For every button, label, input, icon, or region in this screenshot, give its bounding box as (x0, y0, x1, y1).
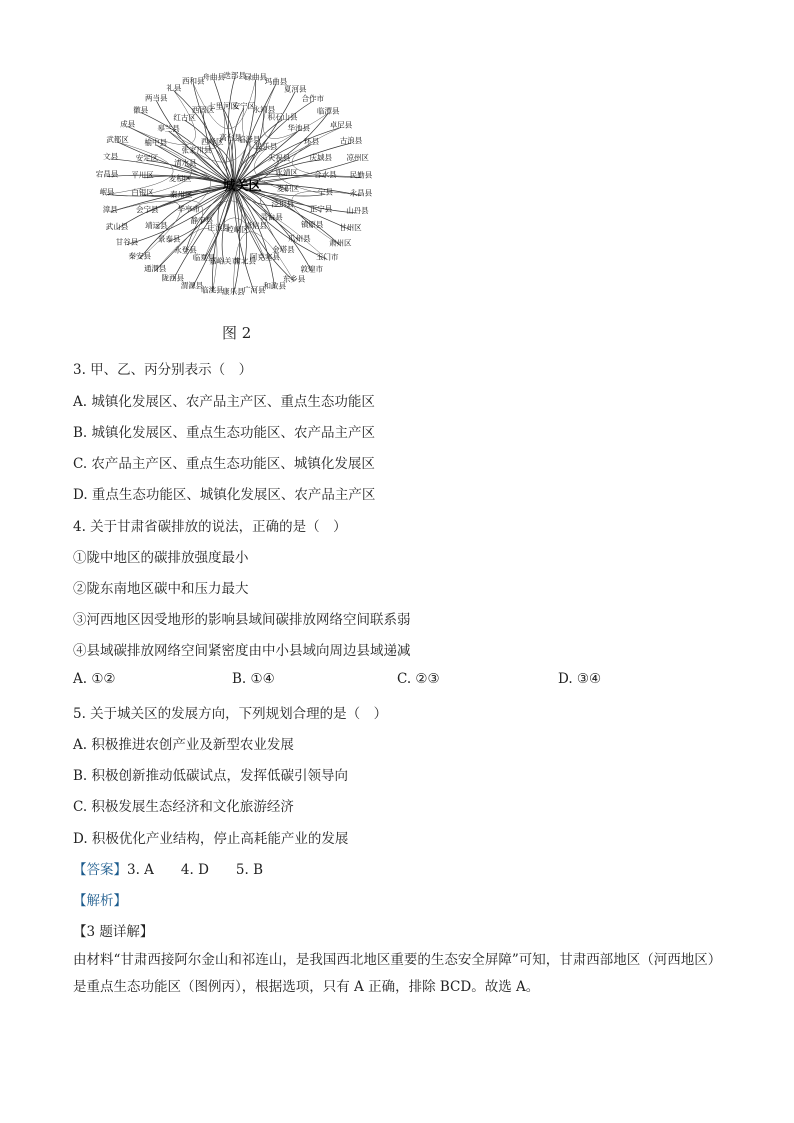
county-label: 通渭县 (143, 263, 167, 273)
q3-option-a: A. 城镇化发展区、农产品主产区、重点生态功能区 (73, 394, 375, 410)
county-label: 景泰县 (158, 234, 181, 244)
county-label: 凉州区 (346, 153, 369, 163)
network-graph (84, 68, 384, 332)
q3-stem: 3. 甲、乙、丙分别表示（ ） (73, 362, 253, 378)
county-label: 肃北县 (233, 256, 257, 266)
network-edge (234, 186, 275, 288)
q4-statement-3: ③河西地区因受地形的影响县域间碳排放网络空间联系弱 (73, 612, 411, 628)
county-label: 肃州区 (329, 238, 352, 248)
county-label: 甘州区 (339, 222, 362, 232)
county-label: 秦安县 (128, 251, 152, 261)
q4-statement-1: ①陇中地区的碳排放强度最小 (73, 550, 249, 566)
county-label: 泾川县 (271, 199, 294, 209)
county-label: 古浪县 (339, 136, 363, 146)
county-label: 碌曲县 (244, 72, 267, 82)
q3-option-b: B. 城镇化发展区、重点生态功能区、农产品主产区 (73, 425, 376, 441)
q3-detail-text: 由材料“甘肃西接阿尔金山和祁连山，是我国西北地区重要的生态安全屏障”可知，甘肃西部地区（河西地区）是重点生态功能区（图例丙），根据选项，只有 A 正确，排除 BCD。故选 A。 (73, 952, 722, 995)
county-label: 安定区 (135, 153, 159, 163)
county-label: 永登县 (174, 245, 197, 255)
county-label: 红古区 (173, 113, 196, 123)
county-label: 两当县 (145, 93, 168, 103)
county-label: 合作市 (301, 94, 325, 104)
county-label: 临潭县 (316, 106, 340, 116)
answer-items: 3. A 4. D 5. B (127, 862, 264, 878)
county-label: 秦州区 (170, 189, 193, 199)
county-label: 岷县 (99, 187, 115, 197)
q4-option-a: A. ①② (73, 671, 116, 687)
county-label: 清水县 (174, 158, 197, 168)
county-label: 甘谷县 (115, 237, 139, 247)
county-label: 陇西县 (161, 273, 185, 283)
q5-option-c: C. 积极发展生态经济和文化旅游经济 (73, 799, 294, 815)
figure-caption: 图 2 (222, 324, 252, 342)
hub-label: 城关区 (222, 179, 262, 194)
q5-option-d: D. 积极优化产业结构，停止高耗能产业的发展 (73, 831, 349, 847)
answer-label: 【答案】 (73, 862, 127, 878)
county-label: 榆中县 (144, 137, 168, 147)
county-label: 临夏县 (192, 252, 216, 262)
county-label: 天祝县 (267, 153, 291, 163)
q4-statement-2: ②陇东南地区碳中和压力最大 (73, 581, 249, 597)
county-label: 嘉峪关市 (209, 256, 240, 266)
county-label: 麦积区 (168, 173, 192, 183)
county-label: 迭部县 (223, 71, 246, 81)
county-label: 华池县 (287, 123, 310, 133)
county-label: 西和县 (182, 76, 205, 86)
county-label: 康乐县 (222, 286, 245, 296)
county-label: 玉门市 (316, 252, 339, 262)
county-label: 广河县 (243, 285, 266, 295)
county-label: 张家川县 (181, 145, 212, 155)
q3-option-c: C. 农产品主产区、重点生态功能区、城镇化发展区 (73, 456, 375, 472)
county-label: 临泽县 (238, 134, 261, 144)
county-label: 东乡县 (282, 274, 306, 284)
county-label: 山丹县 (346, 206, 369, 216)
county-label: 玛曲县 (264, 77, 288, 87)
county-label: 瓜州县 (288, 233, 311, 243)
county-label: 会宁县 (136, 205, 159, 215)
county-label: 白银区 (131, 188, 154, 198)
county-label: 礼县 (166, 83, 182, 93)
county-label: 静宁县 (190, 216, 214, 226)
county-label: 平川区 (131, 170, 154, 180)
county-label: 卓尼县 (329, 120, 353, 130)
county-label: 漳县 (102, 204, 118, 214)
county-label: 文县 (103, 151, 119, 161)
q4-option-d: D. ③④ (558, 671, 602, 687)
county-label: 临洮县 (201, 285, 224, 295)
q5-option-b: B. 积极创新推动低碳试点，发挥低碳引领导向 (73, 768, 349, 784)
county-label: 镇原县 (300, 220, 324, 230)
county-label: 崆峒区 (226, 224, 249, 234)
q4-option-c: C. ②③ (397, 671, 440, 687)
county-label: 永靖区 (275, 168, 298, 178)
county-label: 崇信县 (244, 221, 268, 231)
county-label: 渭源县 (180, 280, 204, 290)
county-label: 武都区 (106, 135, 129, 145)
answer-line (73, 858, 263, 878)
q4-option-b: B. ①④ (232, 671, 275, 687)
county-label: 成县 (120, 119, 136, 129)
county-label: 灵台县 (260, 212, 283, 222)
county-label: 武山县 (105, 221, 129, 231)
q5-option-a: A. 积极推进农创产业及新型农业发展 (73, 737, 294, 753)
county-label: 舟曲县 (202, 72, 225, 82)
q4-stem: 4. 关于甘肃省碳排放的说法，正确的是（ ） (73, 519, 347, 535)
county-label: 民勤县 (349, 170, 373, 180)
county-label: 永靖县 (252, 105, 276, 115)
county-label: 正宁县 (309, 204, 333, 214)
analysis-label: 【解析】 (73, 893, 127, 909)
county-label: 和政县 (263, 281, 286, 291)
county-label: 夏河县 (283, 84, 307, 94)
county-label: 环县 (304, 137, 320, 147)
county-label: 华亭市 (177, 204, 201, 214)
county-label: 徽县 (133, 105, 149, 115)
county-label: 靖远县 (145, 220, 168, 230)
county-label: 安宁区 (232, 101, 256, 111)
county-label: 西固区 (191, 105, 215, 115)
county-label: 宕昌县 (95, 169, 119, 179)
q3-option-d: D. 重点生态功能区、城镇化发展区、农产品主产区 (73, 487, 376, 503)
county-label: 民乐县 (254, 141, 278, 151)
county-label: 金塔县 (272, 244, 295, 254)
county-label: 永昌县 (349, 188, 373, 198)
county-label: 高台县 (219, 133, 242, 143)
county-label: 庆城县 (309, 152, 332, 162)
county-label: 宁县 (318, 187, 334, 197)
q4-statement-4: ④县域碳排放网络空间紧密度由中小县域向周边县域递减 (73, 643, 411, 659)
county-label: 七里河区 (208, 101, 239, 111)
county-label: 敦煌市 (300, 264, 323, 274)
county-label: 麦积区 (276, 184, 300, 194)
county-label: 合水县 (314, 169, 337, 179)
county-label: 皋兰县 (157, 124, 180, 134)
county-label: 积石山县 (267, 112, 298, 122)
county-label: 西峰区 (200, 136, 224, 146)
county-label: 阿克塞县 (249, 252, 280, 262)
carbon-network-figure (84, 68, 384, 332)
q5-stem: 5. 关于城关区的发展方向，下列规划合理的是（ ） (73, 706, 388, 722)
q3-detail-label: 【3 题详解】 (73, 924, 154, 940)
network-edge (107, 142, 173, 194)
county-label: 庄浪县 (207, 223, 230, 233)
